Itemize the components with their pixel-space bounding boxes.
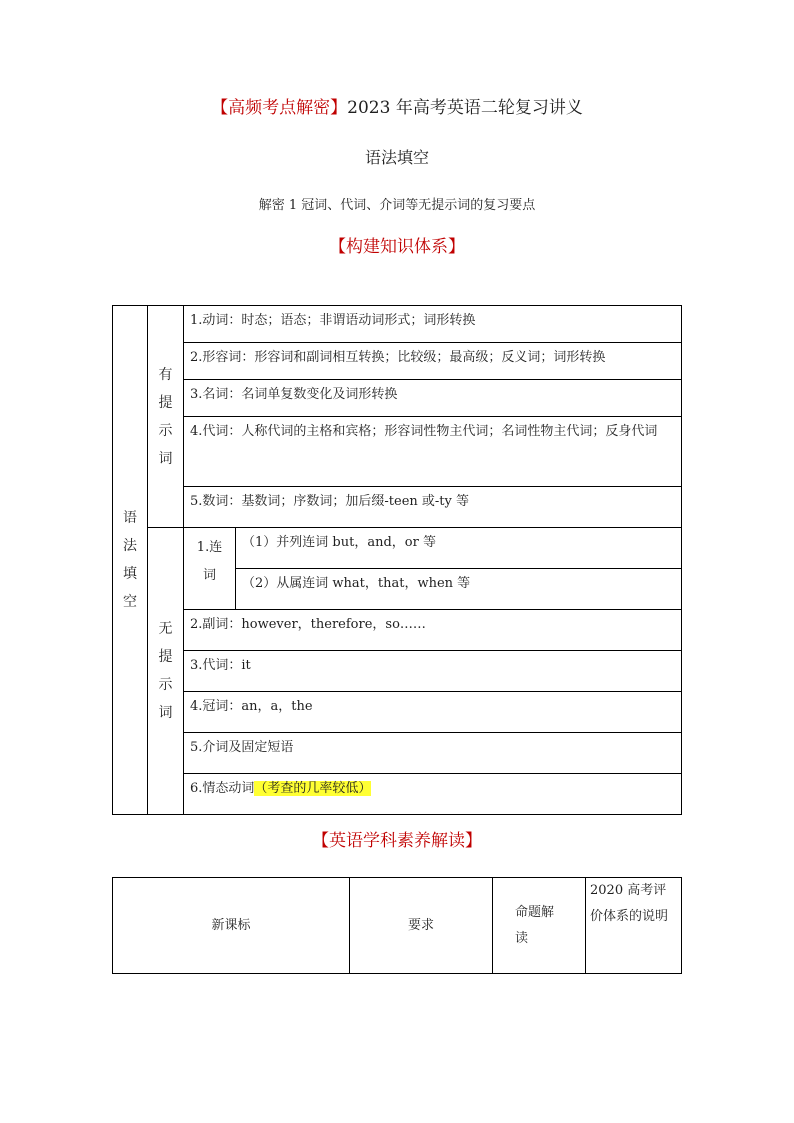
group-nohint-label: 无提示词 [158,621,173,721]
conj-label-cell [184,528,236,610]
header-evaluation [586,878,682,974]
nohint-item-modal [184,774,682,815]
nohint-item-adverb: 2.副词：however，therefore，so…… [184,610,682,651]
header-new-curriculum: 新课标 [113,878,350,974]
root-label: 语法填空 [123,510,137,610]
conj-item-coordinating: （1）并列连词 but，and，or 等 [236,528,682,569]
modal-note-highlight: （考查的几率较低） [254,781,372,796]
title-bracket-open: 【 [211,98,229,118]
hint-item-adjective: 2.形容词：形容词和副词相互转换；比较级；最高级；反义词；词形转换 [184,343,682,380]
hint-item-numeral: 5.数词：基数词；序数词；加后缀-teen 或-ty 等 [184,487,682,528]
table-row [113,610,682,651]
document-title [0,94,794,122]
table-row [113,733,682,774]
root-label-cell [113,306,148,815]
table-row [113,774,682,815]
nohint-item-article: 4.冠词：an，a，the [184,692,682,733]
hint-item-noun: 3.名词：名词单复数变化及词形转换 [184,380,682,417]
section-heading-knowledge: 【构建知识体系】 [329,237,465,257]
document-subtitle: 语法填空 [364,148,429,167]
header-interpretation [493,878,586,974]
table-row [113,487,682,528]
table-row [113,528,682,569]
group-hint-label: 有提示词 [158,366,173,467]
table-row [113,692,682,733]
conj-label: 1.连词 [196,540,223,583]
table-row [113,343,682,380]
table-row [113,306,682,343]
title-bracket-text: 高频考点解密 [228,98,331,118]
header-evaluation-text: 2020 高考评价体系的说明 [590,883,669,924]
secret-heading: 解密 1 冠词、代词、介词等无提示词的复习要点 [258,198,536,213]
conj-item-subordinating: （2）从属连词 what，that，when 等 [236,569,682,610]
header-interpretation-text: 命题解读 [515,904,555,946]
table-row [113,878,682,974]
title-rest: 2023 年高考英语二轮复习讲义 [347,98,583,118]
literacy-table [112,877,682,974]
group-hint-cell [148,306,184,528]
hint-item-verb: 1.动词：时态；语态；非谓语动词形式；词形转换 [184,306,682,343]
group-nohint-cell [148,528,184,815]
section-heading-literacy: 【英语学科素养解读】 [312,831,482,851]
table-row [113,417,682,487]
nohint-item-preposition: 5.介词及固定短语 [184,733,682,774]
modal-label: 6.情态动词 [190,781,255,796]
knowledge-table [112,305,682,815]
table-row [113,380,682,417]
nohint-item-pronoun: 3.代词：it [184,651,682,692]
header-requirements: 要求 [350,878,493,974]
title-bracket-close: 】 [330,98,348,118]
hint-item-pronoun: 4.代词：人称代词的主格和宾格；形容词性物主代词；名词性物主代词；反身代词 [184,417,682,487]
table-row [113,651,682,692]
